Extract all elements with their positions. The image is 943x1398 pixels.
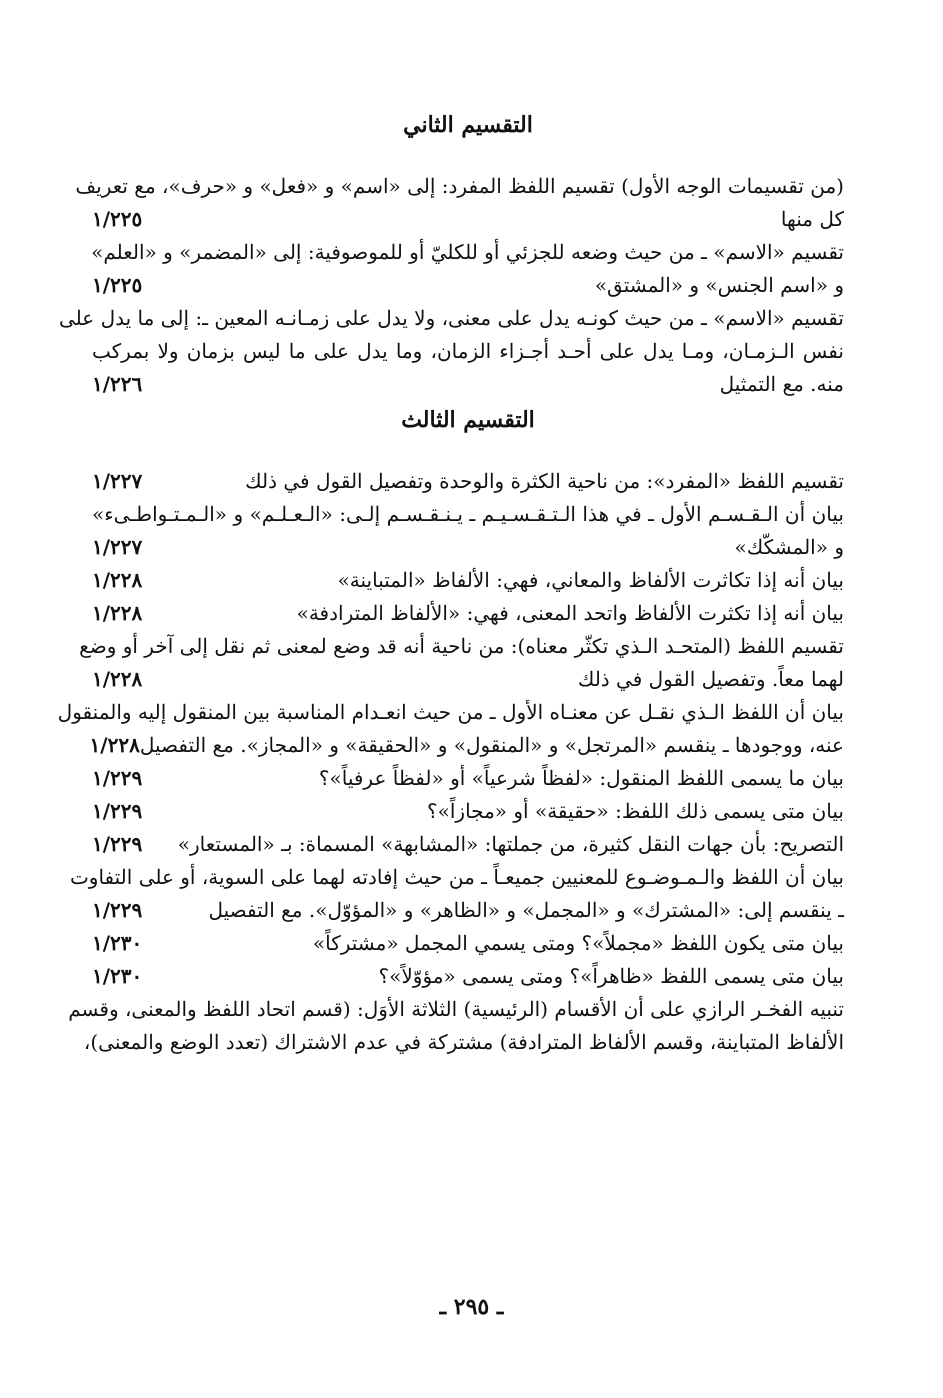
index-entry xyxy=(92,795,844,828)
page-reference: ١/٢٢٩ xyxy=(92,799,143,823)
entry-line: بيان ما يسمى اللفظ المنقول: «لفظاً شرعياً» أو «لفظاً عرفياً»؟ xyxy=(318,766,844,790)
index-entry xyxy=(92,498,844,564)
entry-line: ـ ينقسم إلى: «المشترك» و «المجمل» و «الظاهر» و «المؤوّل». مع التفصيل xyxy=(208,898,844,922)
entry-line: تقسيم «الاسم» ـ من حيث كونـه يدل على معنى، ولا يدل على زمـانـه المعين ـ: إلى ما يدل على xyxy=(58,306,844,330)
index-page xyxy=(57,100,844,1360)
entry-line: (من تقسيمات الوجه الأول) تقسيم اللفظ المفرد: إلى «اسم» و «فعل» و «حرف»، مع تعريف xyxy=(75,174,844,198)
page-reference: ١/٢٢٥ xyxy=(92,273,143,297)
page-reference: ١/٢٢٩ xyxy=(92,832,143,856)
page-reference: ١/٢٢٨ xyxy=(92,601,143,625)
page-reference: ١/٢٢٨ xyxy=(92,667,143,691)
entry-line: التصريح: بأن جهات النقل كثيرة، من جملتها: «المشابهة» المسماة: بـ «المستعار» xyxy=(177,832,844,856)
entry-line: كل منها xyxy=(780,207,844,231)
entry-line: تقسيم اللفظ «المفرد»: من ناحية الكثرة والوحدة وتفصيل القول في ذلك xyxy=(245,469,844,493)
entry-line: بيان أنه إذا تكثرت الألفاظ واتحد المعنى، فهي: «الألفاظ المترادفة» xyxy=(296,601,844,625)
index-entry xyxy=(92,762,844,795)
entry-line: منه. مع التمثيل xyxy=(719,372,844,396)
entry-line: بيان متى يكون اللفظ «مجملاً»؟ ومتى يسمي المجمل «مشتركاً» xyxy=(312,931,844,955)
index-entry xyxy=(92,465,844,498)
index-entry xyxy=(92,927,844,960)
page-reference: ١/٢٢٥ xyxy=(92,207,143,231)
entry-line: بيان أن الـقـسـم الأول ـ في هذا الـتـقـسـيـم ـ يـنـقـسـم إلـى: «الـعـلـم» و «الـمـتـواطـىء» xyxy=(92,502,844,526)
page-number: ـ ٢٩٥ ـ xyxy=(439,1294,504,1320)
entry-line: بيان متى يسمى اللفظ «ظاهراً»؟ ومتى يسمى «مؤوّلاً»؟ xyxy=(378,964,844,988)
index-entry xyxy=(92,597,844,630)
entry-line: بيان أن اللفظ الـذي نقـل عن معنـاه الأول ـ من حيث انعـدام المناسبة بين المنقول إليه والمنقول xyxy=(57,700,844,724)
page-reference: ١/٢٣٠ xyxy=(92,931,143,955)
index-entry xyxy=(92,960,844,993)
page-reference: ١/٢٢٨ xyxy=(89,733,140,757)
index-entry xyxy=(92,564,844,597)
index-entry xyxy=(57,696,844,762)
entry-line: و «المشكّك» xyxy=(734,535,844,559)
index-entry xyxy=(69,861,844,927)
index-entry xyxy=(68,993,844,1059)
entry-line: تقسيم اللفظ (المتحـد الـذي تكثّر معناه): من ناحية أنه قد وضع لمعنى ثم نقل إلى آخر أو وضع xyxy=(79,634,844,658)
entry-line: عنه، ووجودها ـ ينقسم «المرتجل» و «المنقول» و «الحقيقة» و «المجاز». مع التفصيل xyxy=(139,733,844,757)
page-reference: ١/٢٢٧ xyxy=(92,535,143,559)
page-reference: ١/٢٣٠ xyxy=(92,964,143,988)
entry-line: تنبيه الفخـر الرازي على أن الأقسام (الرئيسية) الثلاثة الأوَل: (قسم اتحاد اللفظ والمعنى، وقسم xyxy=(68,997,844,1021)
page-reference: ١/٢٢٩ xyxy=(92,766,143,790)
page-reference: ١/٢٢٨ xyxy=(92,568,143,592)
entry-line: الألفاظ المتباينة، وقسم الألفاظ المترادفة) مشتركة في عدم الاشتراك (تعدد الوضع والمعنى)، xyxy=(83,1030,844,1054)
entry-line: بيان متى يسمى ذلك اللفظ: «حقيقة» أو «مجازاً»؟ xyxy=(427,799,844,823)
page-reference: ١/٢٢٦ xyxy=(92,372,143,396)
index-entry xyxy=(92,828,844,861)
index-entry xyxy=(79,630,844,696)
index-entry xyxy=(75,170,844,236)
section-heading-second: التقسيم الثاني xyxy=(403,112,533,138)
entry-line: لهما معاً. وتفصيل القول في ذلك xyxy=(577,667,844,691)
page-reference: ١/٢٢٧ xyxy=(92,469,143,493)
entry-line: بيان أن اللفظ والـمـوضـوع للمعنيين جميعـاً ـ من حيث إفادته لهما على السوية، أو على التفاوت xyxy=(69,865,844,889)
entry-line: بيان أنه إذا تكاثرت الألفاظ والمعاني، فهي: الألفاظ «المتباينة» xyxy=(337,568,844,592)
entry-line: تقسيم «الاسم» ـ من حيث وضعه للجزئي أو للكليّ أو للموصوفية: إلى «المضمر» و «العلم» xyxy=(91,240,844,264)
page-reference: ١/٢٢٩ xyxy=(92,898,143,922)
entry-line: و «اسم الجنس» و «المشتق» xyxy=(594,273,844,297)
section-heading-third: التقسيم الثالث xyxy=(401,407,535,433)
entry-line: نفس الـزمـان، ومـا يدل على أحـد أجـزاء الزمان، وما يدل على ما ليس بزمان ولا بمركب xyxy=(92,339,844,363)
index-entry xyxy=(58,302,844,401)
index-entry xyxy=(92,236,844,302)
